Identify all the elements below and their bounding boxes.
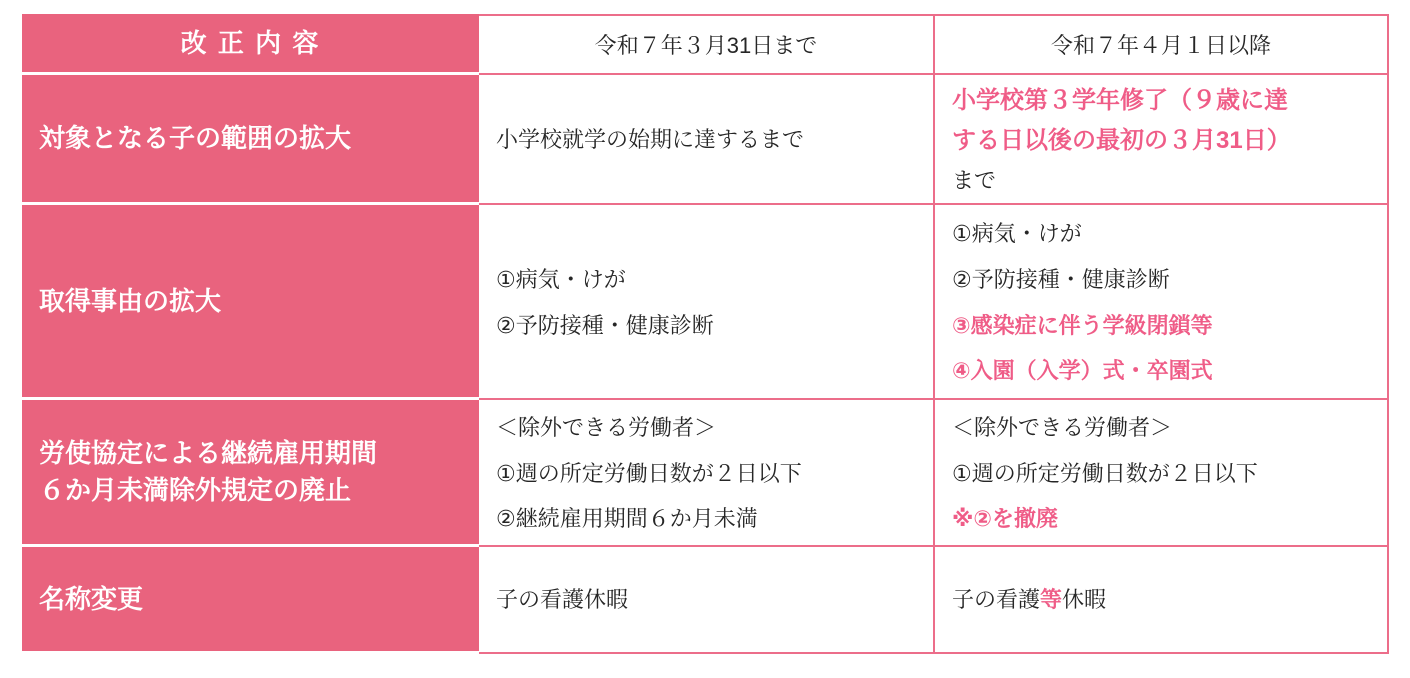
row-label-text: 労使協定による継続雇用期間 — [39, 438, 378, 469]
highlight-text: する日以後の最初の３月31日） — [952, 127, 1291, 155]
cell-text: ①病気・けが — [952, 221, 1082, 246]
cell-text: ①病気・けが — [496, 266, 626, 292]
cell-text: 子の看護休暇 — [496, 587, 629, 613]
cell-text: まで — [952, 168, 997, 194]
cell-text: ＜除外できる労働者＞ — [496, 414, 717, 440]
cell-text — [952, 585, 1375, 616]
column-header-after-label: 令和７年４月１日以降 — [1050, 33, 1271, 58]
column-header-after — [935, 14, 1389, 75]
cell-name-before — [479, 547, 935, 654]
cell-text: ②継続雇用期間６か月未満 — [496, 506, 758, 532]
cell-text: ②予防接種・健康診断 — [496, 312, 714, 338]
highlight-text: ③感染症に伴う学級閉鎖等 — [952, 312, 1213, 338]
row-label-exclusion-abolition — [22, 400, 479, 547]
cell-reasons-before — [479, 205, 935, 400]
cell-text: ＜除外できる労働者＞ — [952, 414, 1173, 440]
table-header-title-cell — [22, 14, 479, 75]
cell-text: ①週の所定労働日数が２日以下 — [952, 460, 1258, 486]
cell-text-segment: 休暇 — [1062, 587, 1107, 613]
cell-scope-after — [935, 75, 1389, 205]
column-header-before-label: 令和７年３月31日まで — [594, 33, 818, 58]
cell-reasons-after — [935, 205, 1389, 400]
row-label-text: 対象となる子の範囲の拡大 — [39, 123, 352, 154]
row-label-text: ６か月未満除外規定の廃止 — [39, 475, 352, 505]
cell-name-after — [935, 547, 1389, 654]
table-title: 改 正 内 容 — [180, 27, 321, 58]
highlight-text-segment: 等 — [1040, 587, 1063, 613]
column-header-before — [479, 14, 935, 75]
cell-text: ①週の所定労働日数が２日以下 — [496, 460, 802, 486]
row-label-text: 名称変更 — [39, 583, 144, 614]
cell-exclusion-after — [935, 400, 1389, 547]
highlight-text: 小学校第３学年修了（９歳に達 — [952, 86, 1288, 114]
row-label-text: 取得事由の拡大 — [39, 285, 222, 316]
row-label-reason-expansion — [22, 205, 479, 400]
cell-text: 小学校就学の始期に達するまで — [496, 126, 805, 152]
row-label-scope-expansion — [22, 75, 479, 205]
cell-text: ②予防接種・健康診断 — [952, 266, 1170, 292]
cell-exclusion-before — [479, 400, 935, 547]
revision-table — [22, 14, 1389, 654]
highlight-text: ※②を撤廃 — [952, 506, 1059, 532]
cell-text-segment: 子の看護 — [952, 587, 1041, 613]
cell-scope-before — [479, 75, 935, 205]
row-label-name-change — [22, 547, 479, 654]
highlight-text: ④入園（入学）式・卒園式 — [952, 358, 1213, 384]
